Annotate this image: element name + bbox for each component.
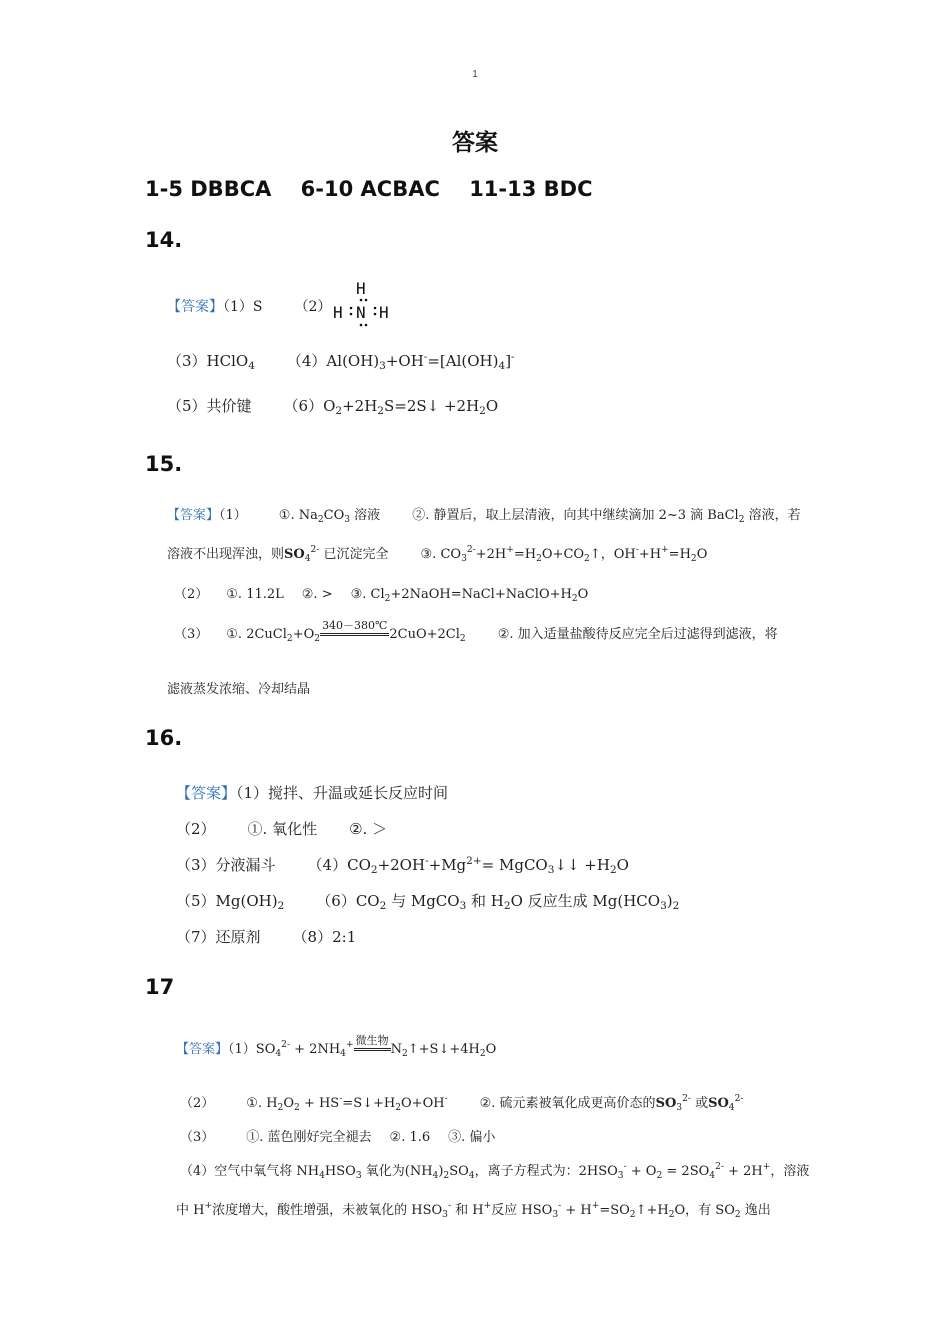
choice-answers-11-13: 11-13 BDC: [469, 177, 593, 201]
question-16-number: 16.: [145, 726, 183, 750]
answer-tag: 【答案】: [167, 299, 223, 315]
q16-line-2: （2） ①. 氧化性 ②. ＞: [176, 820, 388, 838]
q17-line-3: （3） ①. 蓝色刚好完全褪去 ②. 1.6 ③. 偏小: [180, 1130, 496, 1145]
q15-line-5: 滤液蒸发浓缩、冷却结晶: [167, 682, 311, 697]
q15-line-1: 【答案】（1） ①. $Na_2CO_3$ 溶液 ②. 静置后，取上层清液，向其中继续滴加 2~3 滴 BaCl$_2$ 溶液，若: [167, 508, 801, 525]
q16-line-5: （7）还原剂 （8）2:1: [176, 928, 357, 946]
question-17-number: 17: [145, 975, 175, 999]
q14-line-2: （3）HClO$_4$ $(4)Al(OH)_3+OH^-=[Al(OH)_4]^-$: [167, 351, 515, 372]
question-14-number: 14.: [145, 228, 183, 252]
q17-line-4: （4）空气中氧气将 $NH_4HSO_3$ 氧化为$(NH_4)_2SO_4$，离子方程式为：$2HSO_3^- + O_2 = 2SO_4^{2-} + 2H^+$，溶液: [180, 1162, 810, 1181]
q16-line-3: （3）分液漏斗 $(4)CO_2+2OH^-+Mg^{2+}=$ MgCO$_3$↓↓ $+H_2O$: [176, 855, 629, 876]
q14-line-3: （5）共价键 $(6)O_2+2H_2S=2S↓ +2H_2O$: [167, 397, 499, 417]
q14-line-1: 【答案】（1）S （2）: [167, 299, 332, 315]
q16-line-4: $(5)Mg(OH)_2$ $(6)CO_2$ 与 MgCO$_3$ 和 $H_2O$ 反应生成 $Mg(HCO_3)_2$: [176, 892, 680, 912]
answer-tag: 【答案】: [176, 784, 237, 802]
page-number: 1: [472, 69, 478, 80]
q15-line-3: （2） ①. 11.2L ②. > ③. $Cl_2+2NaOH=NaCl+NaClO+H_2O$: [174, 587, 589, 604]
q17-line-5: 中 H+浓度增大，酸性增强，未被氧化的 $HSO_3^-$ 和 H+反应 $HSO_3^-$ + $H^+=SO_2↑+H_2O$，有 $SO_2$ 逸出: [176, 1201, 771, 1220]
answer-tag: 【答案】: [176, 1042, 229, 1057]
q17-line-2: （2） ①. $H_2O_2$ + $HS^-=S↓+H_2O+OH^-$ ②. 硫元素被氧化成更高价态的$SO_3^{2-}$ 或$SO_4^{2-}$: [180, 1094, 744, 1113]
q16-line-1: 【答案】（1）搅拌、升温或延长反应时间: [176, 784, 449, 802]
q15-line-2: 溶液不出现浑浊，则$SO_4^{2-}$ 已沉淀完全 ③. $CO_3^{2-}+2H^+=H_2O+CO_2↑$，$OH^-+H^+=H_2O$: [167, 545, 708, 564]
reaction-condition: 340－380℃: [320, 620, 389, 642]
choice-answers-1-5: 1-5 DBBCA: [145, 177, 272, 201]
nh3-electron-dot-structure: H H N H: [333, 279, 393, 329]
reaction-condition: 微生物: [354, 1035, 391, 1057]
choice-answers: [145, 177, 615, 201]
choice-answers-6-10: 6-10 ACBAC: [300, 177, 440, 201]
electron-dots-icon: [333, 279, 393, 329]
q17-line-1: 【答案】$(1)SO_4^{2-} + 2NH_4^+$ 微生物 $N_2↑+S↓+4H_2O$: [176, 1034, 497, 1059]
q15-line-4: （3） ①. $2CuCl_2+O_2$ 340－380℃ $2CuO+2Cl_2$ ②. 加入适量盐酸待反应完全后过滤得到滤液，将: [174, 619, 778, 644]
question-15-number: 15.: [145, 452, 183, 476]
answer-tag: 【答案】: [167, 508, 220, 523]
page-title: 答案: [452, 130, 498, 156]
